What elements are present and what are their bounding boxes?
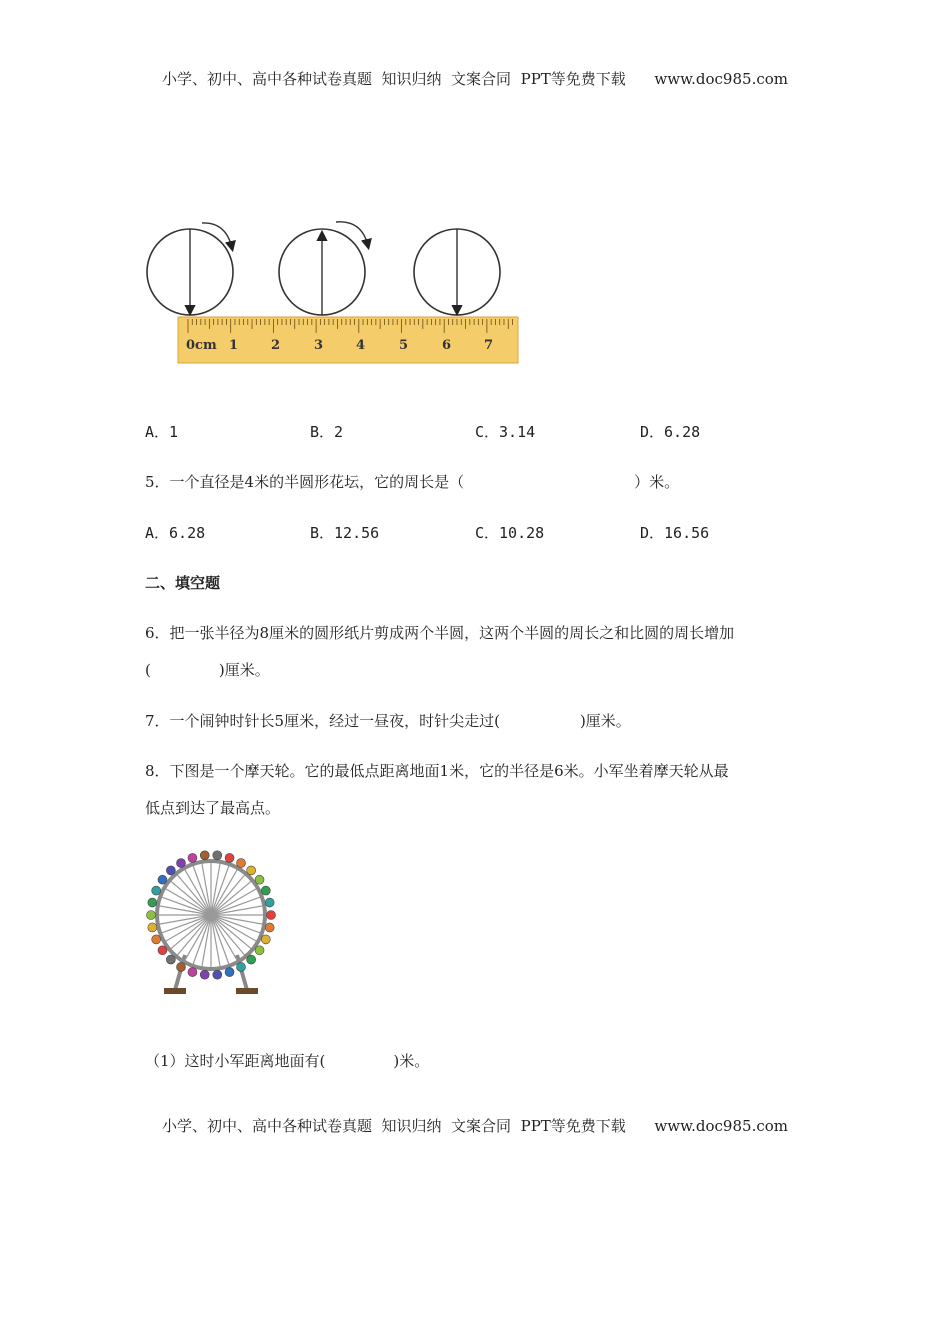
wheel-cabin [255, 946, 264, 955]
wheel-base [164, 988, 186, 994]
wheel-cabin [200, 970, 209, 979]
question-7 [145, 710, 631, 731]
wheel-cabin [148, 898, 157, 907]
q5-option-d[interactable]: D．16.56 [640, 524, 710, 542]
wheel-cabin [158, 875, 167, 884]
q7-text-end: )厘米。 [579, 712, 631, 730]
q4-option-a[interactable]: A．1 [145, 423, 179, 441]
wheel-cabin [265, 923, 274, 932]
wheel-cabin [255, 875, 264, 884]
page-footer: 小学、初中、高中各种试卷真题 知识归纳 文案合同 PPT等免费下载 www.doc985.com [161, 1117, 788, 1135]
wheel-cabin [247, 955, 256, 964]
ruler-label: 5 [399, 338, 409, 353]
ruler-label: 2 [271, 338, 281, 353]
wheel-cabin [166, 955, 175, 964]
rolling-circle-ruler-figure [140, 210, 530, 370]
ruler-label: 6 [442, 338, 452, 353]
ruler-label: 3 [314, 338, 324, 353]
q4-option-c[interactable]: C．3.14 [475, 423, 536, 441]
wheel-cabin [237, 859, 246, 868]
wheel-cabin [152, 935, 161, 944]
wheel-cabin [152, 886, 161, 895]
wheel-cabin [148, 923, 157, 932]
q8-sub1-text-end: )米。 [393, 1052, 430, 1070]
q7-text: 7．一个闹钟时针长5厘米，经过一昼夜，时针尖走过( [145, 712, 500, 730]
wheel-cabin [177, 859, 186, 868]
wheel-cabin [188, 853, 197, 862]
wheel-cabin [158, 946, 167, 955]
wheel-cabin [237, 962, 246, 971]
q8-sub1-text: （1）这时小军距离地面有( [145, 1052, 326, 1070]
wheel-cabin [225, 968, 234, 977]
wheel-cabin [200, 851, 209, 860]
q6-line-2 [145, 659, 270, 680]
q6-line-1: 6．把一张半径为8厘米的圆形纸片剪成两个半圆，这两个半圆的周长之和比圆的周长增加 [145, 624, 735, 642]
wheel-cabin [213, 851, 222, 860]
ferris-wheel-figure [140, 845, 285, 1000]
q4-option-b[interactable]: B．2 [310, 423, 344, 441]
wheel-cabin [265, 898, 274, 907]
wheel-cabin [267, 911, 276, 920]
q4-option-d[interactable]: D．6.28 [640, 423, 701, 441]
ruler-label: 7 [484, 338, 494, 353]
page-header: 小学、初中、高中各种试卷真题 知识归纳 文案合同 PPT等免费下载 www.doc985.com [161, 70, 788, 88]
q5-option-b[interactable]: B．12.56 [310, 524, 380, 542]
section-title: 二、填空题 [145, 574, 221, 592]
q6-text-end: )厘米。 [218, 661, 270, 679]
ruler-label: 4 [356, 338, 366, 353]
wheel-cabin [147, 911, 156, 920]
question-5 [145, 471, 679, 492]
wheel-cabin [261, 886, 270, 895]
wheel-cabin [261, 935, 270, 944]
wheel-base [236, 988, 258, 994]
q5-option-a[interactable]: A．6.28 [145, 524, 206, 542]
wheel-cabin [213, 970, 222, 979]
q8-line-1: 8．下图是一个摩天轮。它的最低点距离地面1米，它的半径是6米。小军坐着摩天轮从最 [145, 762, 729, 780]
q5-option-c[interactable]: C．10.28 [475, 524, 545, 542]
q5-text-end: ）米。 [634, 473, 680, 491]
wheel-cabin [177, 962, 186, 971]
q5-text: 5．一个直径是4米的半圆形花坛，它的周长是（ [145, 473, 465, 491]
q8-line-2: 低点到达了最高点。 [145, 799, 281, 817]
ruler-label: 1 [229, 338, 239, 353]
ruler-label: 0cm [186, 338, 217, 353]
q6-paren-open: ( [145, 661, 151, 679]
q8-sub-1 [145, 1050, 429, 1071]
wheel-cabin [166, 866, 175, 875]
wheel-cabin [225, 853, 234, 862]
wheel-cabin [188, 968, 197, 977]
wheel-cabin [247, 866, 256, 875]
